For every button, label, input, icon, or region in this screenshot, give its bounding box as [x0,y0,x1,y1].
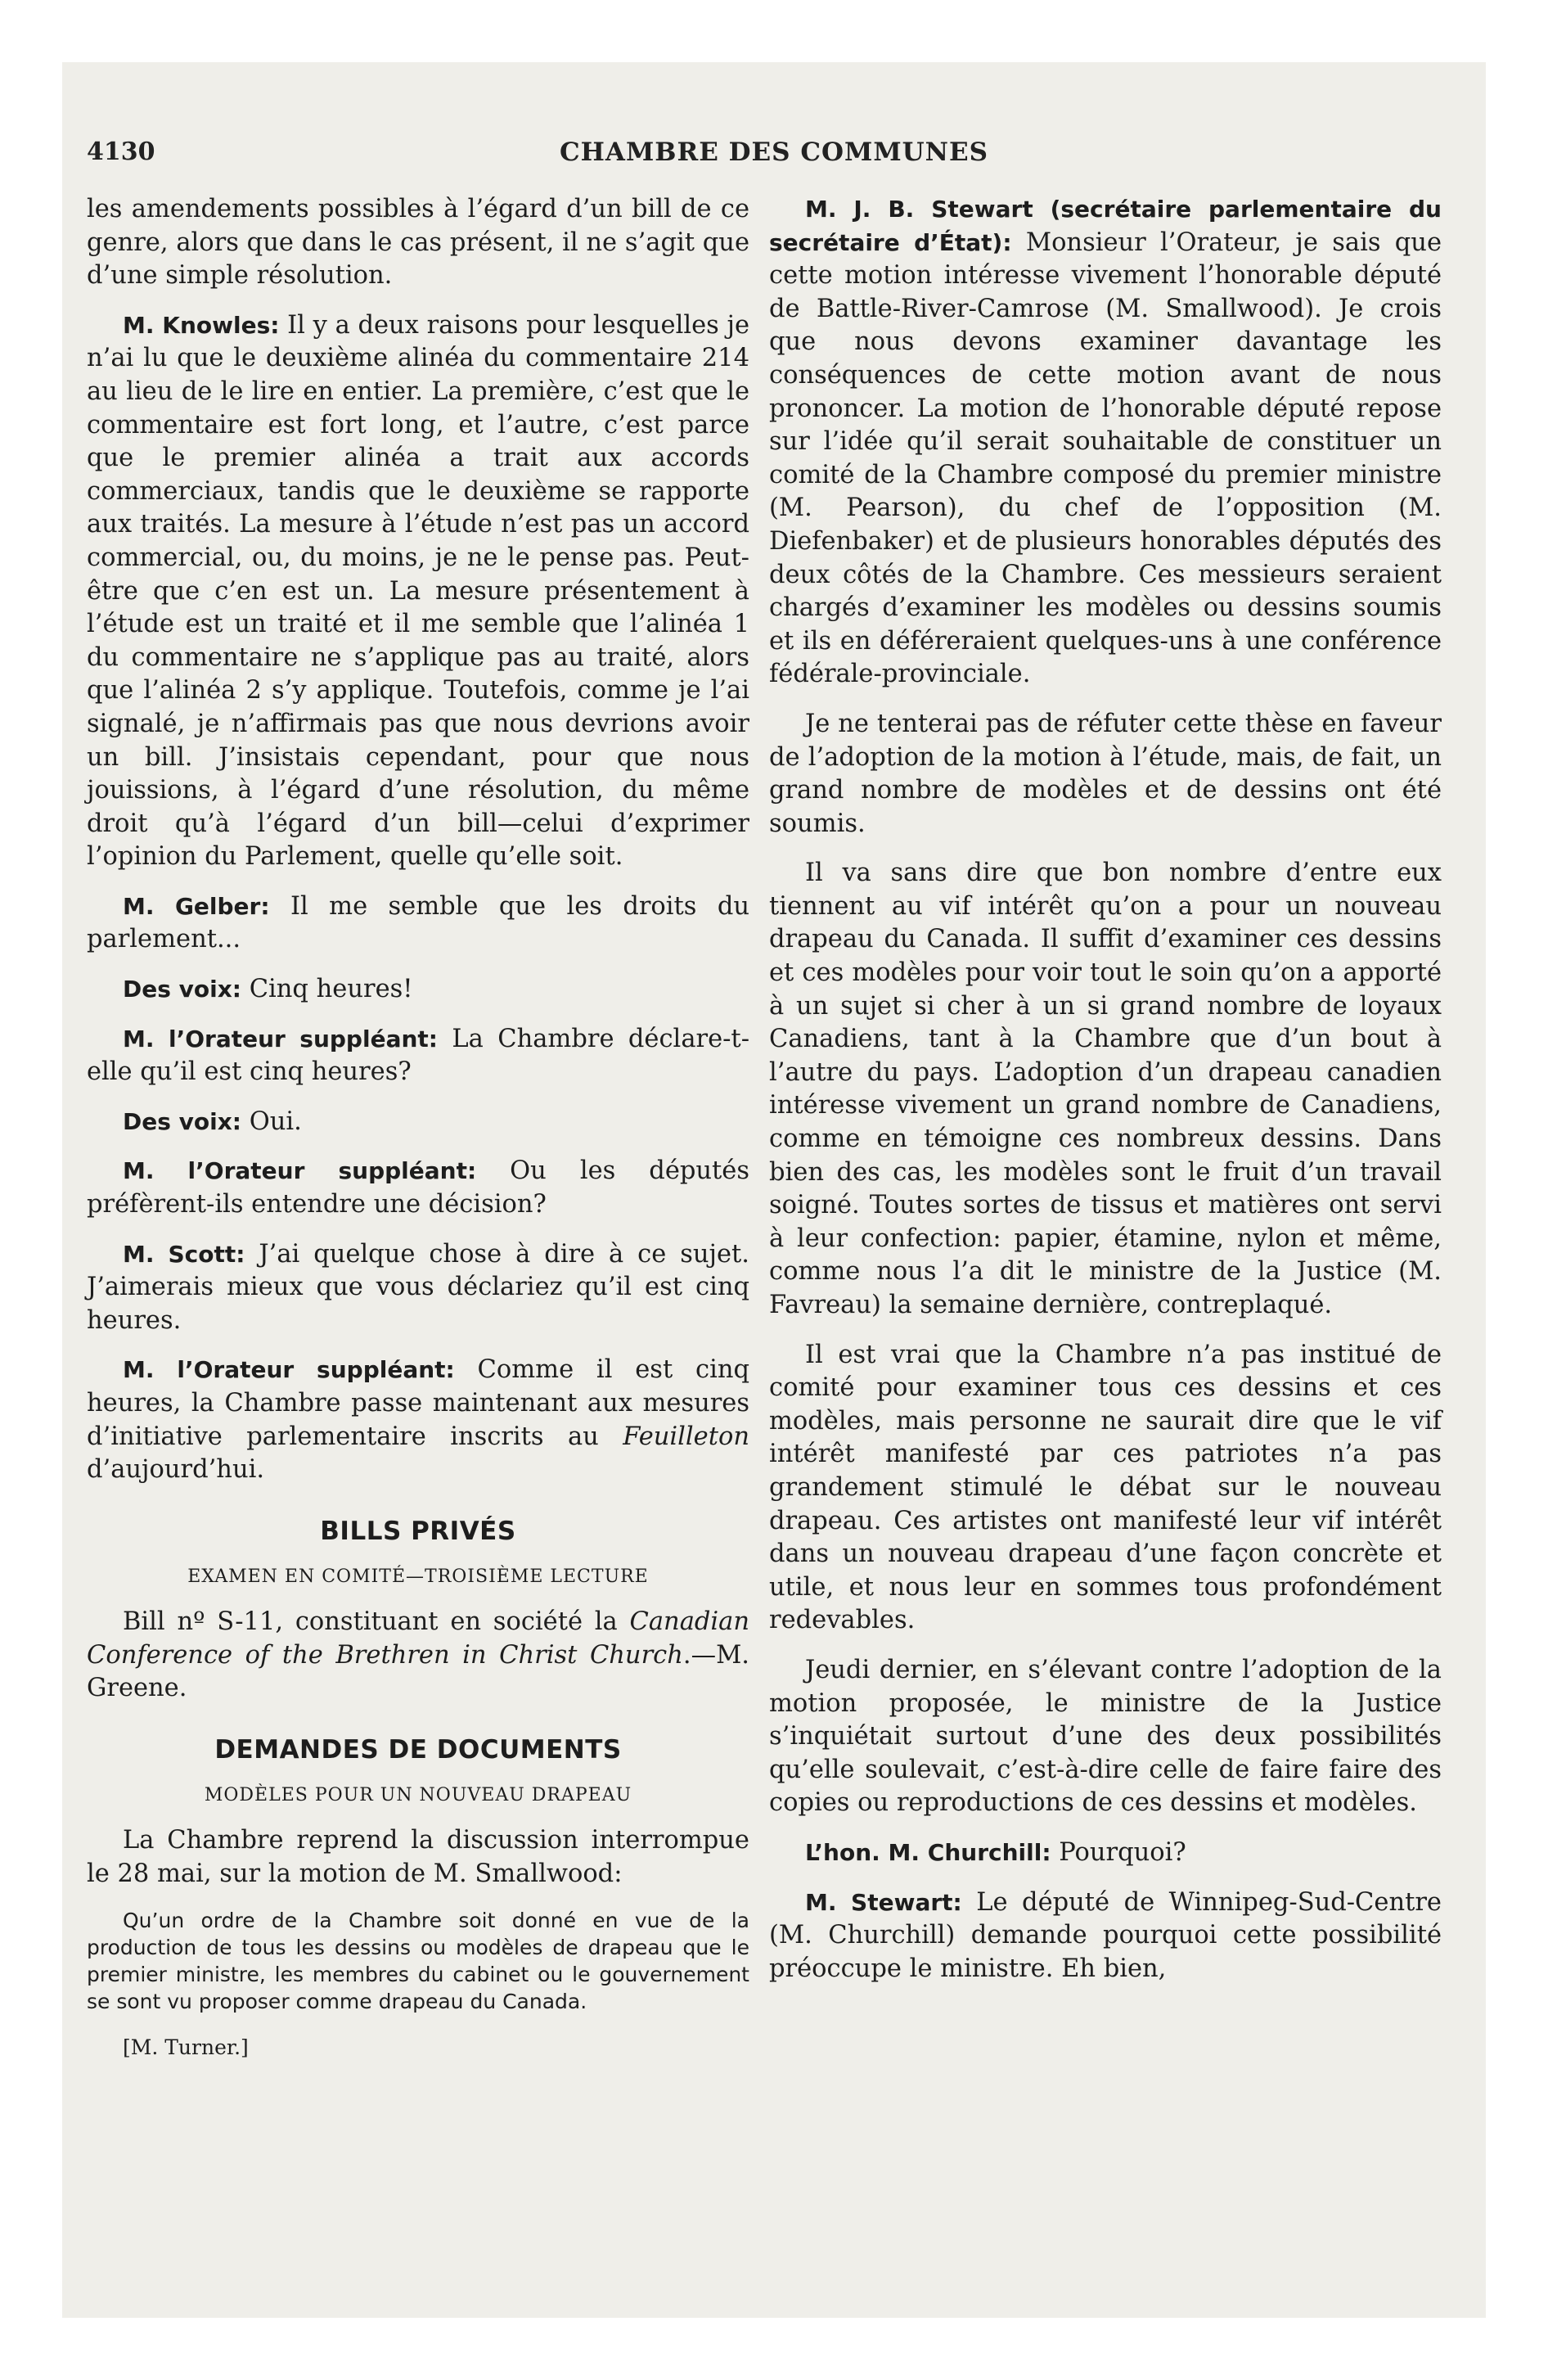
speech-text: Monsieur l’Orateur, je sais que cette motion intéresse vivement l’honorable député de Battle-River-Camrose (M. Smallwood). Je crois que nous devons examiner davantage les conséquences de cette motion avant de nous prononcer. La motion de l’honorable député repose sur l’idée qu’il serait souhaitable de constituer un comité de la Chambre composé du premier ministre (M. Pearson), du chef de l’opposition (M. Diefenbaker) et de plusieurs honorables députés des deux côtés de la Chambre. Ces messieurs seraient chargés d’examiner les modèles ou dessins soumis et ils en déféreraient quelques-uns à une conférence fédérale-provinciale. [769,228,1442,689]
bill-entry [87,1606,749,1706]
speech [769,1886,1442,1986]
paragraph: Jeudi dernier, en s’élevant contre l’adoption de la motion proposée, le ministre de la Justice s’inquiétait surtout d’une des deux possibilités qu’elle soulevait, c’est-à-dire celle de faire faire des copies ou reproductions de ces dessins et modèles. [769,1655,1442,1818]
speech-text: d’aujourd’hui. [87,1455,265,1485]
speech-text: Comme il est cinq heures, la Chambre passe maintenant aux mesures d’initiative parlementaire inscrits au [87,1355,749,1451]
speaker-name: M. l’Orateur suppléant: [123,1356,455,1384]
speech-text: Cinq heures! [241,975,413,1004]
bill-text: .—M. Greene. [87,1640,749,1703]
speaker-name: Des voix: [123,1107,241,1135]
section-heading: BILLS PRIVÉS [320,1516,516,1546]
speaker-name: Des voix: [123,976,241,1003]
speaker-name: M. Scott: [123,1240,245,1268]
speech-text: Pourquoi? [1051,1837,1186,1867]
speech-text: Il me semble que les droits du parlement... [87,891,750,954]
speech [87,890,749,957]
speech-text: Oui. [241,1107,302,1136]
paragraph: Je ne tenterai pas de réfuter cette thèse en faveur de l’adoption de la motion à l’étude, mais, de fait, un grand nombre de modèles et de dessins ont été soumis. [769,709,1442,838]
speaker-signature: [M. Turner.] [123,2035,249,2060]
speech [87,1155,749,1221]
speaker-name: M. Knowles: [123,311,280,339]
page-number: 4130 [87,137,155,166]
speech-text: La Chambre déclare-t-elle qu’il est cinq heures? [87,1024,749,1087]
right-column [769,193,1442,2002]
speaker-name: M. Gelber: [123,892,270,920]
speech-text: Le député de Winnipeg-Sud-Centre (M. Churchill) demande pourquoi cette possibilité préoccupe le ministre. Eh bien, [769,1887,1442,1983]
paragraph: Il va sans dire que bon nombre d’entre eux tiennent au vif intérêt qu’on a pour un nouveau drapeau du Canada. Il suffit d’examiner ces dessins et ces modèles pour voir tout le soin qu’on a apporté à un sujet si cher à un si grand nombre de loyaux Canadiens, tant à la Chambre que d’un bout à l’autre du pays. L’adoption d’un drapeau canadien intéresse vivement un grand nombre de Canadiens, comme en témoigne ces nombreux dessins. Dans bien des cas, les modèles sont le fruit d’un travail soigné. Toutes sortes de tissus et matières ont servi à leur confection: papier, étamine, nylon et même, comme nous l’a dit le ministre de la Justice (M. Favreau) la semaine dernière, contreplaqué. [769,859,1442,1319]
scanned-page [62,62,1486,2318]
speech [87,1238,749,1338]
speaker-name: L’hon. M. Churchill: [805,1838,1051,1866]
speaker-name: M. l’Orateur suppléant: [123,1157,477,1185]
running-title: CHAMBRE DES COMMUNES [559,137,989,167]
speech [87,973,749,1007]
section-heading: DEMANDES DE DOCUMENTS [214,1734,622,1765]
motion-quote: Qu’un ordre de la Chambre soit donné en vue de la production de tous les dessins ou modèles de drapeau que le premier ministre, les membres du cabinet ou le gouvernement se sont vu proposer comme drapeau du Canada. [87,1909,749,2014]
speaker-name: M. l’Orateur suppléant: [123,1025,438,1053]
speech [87,1023,749,1089]
speech [87,1106,749,1139]
section-subheading: EXAMEN EN COMITÉ—TROISIÈME LECTURE [187,1566,649,1588]
paragraph: Il est vrai que la Chambre n’a pas institué de comité pour examiner tous ces dessins et ces modèles, mais personne ne saurait dire que le vif intérêt manifesté par ces patriotes n’a pas grandement stimulé le débat sur le nouveau drapeau. Ces artistes ont manifesté leur vif intérêt dans un nouveau drapeau d’une façon concrète et utile, et nous leur en sommes tous profondément redevables. [769,1340,1442,1635]
speaker-name: M. Stewart: [805,1888,962,1916]
paragraph: les amendements possibles à l’égard d’un bill de ce genre, alors que dans le cas présent, il ne s’agit que d’une simple résolution. [87,195,749,291]
speech [87,309,749,874]
speech [769,1837,1442,1870]
left-column [87,193,749,2081]
speech [87,1354,749,1486]
speech-text: Il y a deux raisons pour lesquelles je n’ai lu que le deuxième alinéa du commentaire 214 au lieu de le lire en entier. La première, c’est que le commentaire est fort long, et l’autre, c’est parce que le premier alinéa a trait aux accords commerciaux, tandis que le deuxième se rapporte aux traités. La mesure à l’étude n’est pas un accord commercial, ou, du moins, je ne le pense pas. Peut-être que c’en est un. La mesure présentement à l’étude est un traité et il me semble que l’alinéa 1 du commentaire ne s’applique pas au traité, alors que l’alinéa 2 s’y applique. Toutefois, comme je l’ai signalé, je n’affirmais pas que nous devrions avoir un bill. J’insistais cependant, pour que nous jouissions, à l’égard d’une résolution, du même droit qu’à l’égard d’un bill—celui d’exprimer l’opinion du Parlement, quelle qu’elle soit. [87,310,749,872]
bill-name: Canadian Conference of the Brethren in Christ Church [87,1607,749,1670]
speech [769,193,1442,692]
page-header [62,137,1486,178]
speech-text: Ou les députés préfèrent-ils entendre une décision? [87,1156,749,1219]
bill-text: Bill nº S-11, constituant en société la [123,1607,630,1636]
speaker-name: M. J. B. Stewart (secrétaire parlementaire du secrétaire d’État): [769,196,1442,256]
italic-text: Feuilleton [623,1422,749,1451]
speech-text: J’ai quelque chose à dire à ce sujet. J’aimerais mieux que vous déclariez qu’il est cinq heures. [87,1239,750,1335]
paragraph: La Chambre reprend la discussion interrompue le 28 mai, sur la motion de M. Smallwood: [87,1825,749,1888]
section-subheading: MODÈLES POUR UN NOUVEAU DRAPEAU [204,1785,632,1806]
